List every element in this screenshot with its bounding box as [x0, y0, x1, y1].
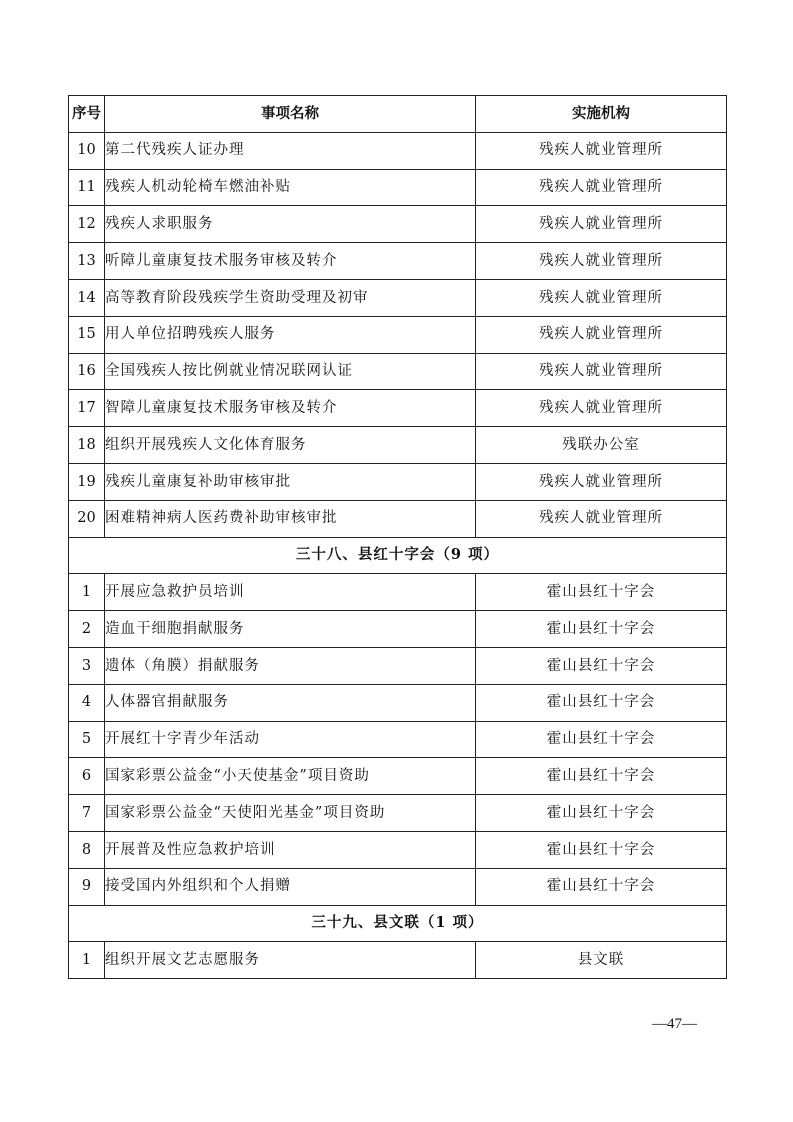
row-name: 智障儿童康复技术服务审核及转介: [105, 390, 476, 427]
row-name: 遗体（角膜）捐献服务: [105, 647, 476, 684]
table-row: [69, 132, 727, 169]
section-header-row: [69, 537, 727, 574]
row-org: 残疾人就业管理所: [476, 169, 727, 206]
row-name: 开展普及性应急救护培训: [105, 831, 476, 868]
row-name: 全国残疾人按比例就业情况联网认证: [105, 353, 476, 390]
row-name: 残疾人机动轮椅车燃油补贴: [105, 169, 476, 206]
table-row: [69, 390, 727, 427]
row-no: 15: [69, 316, 105, 353]
row-no: 1: [69, 942, 105, 979]
row-no: 11: [69, 169, 105, 206]
row-name: 国家彩票公益金“小天使基金”项目资助: [105, 758, 476, 795]
table-row: [69, 647, 727, 684]
row-org: 霍山县红十字会: [476, 611, 727, 648]
row-name: 第二代残疾人证办理: [105, 132, 476, 169]
table-row: [69, 611, 727, 648]
row-no: 3: [69, 647, 105, 684]
table-row: [69, 500, 727, 537]
row-no: 16: [69, 353, 105, 390]
row-name: 开展红十字青少年活动: [105, 721, 476, 758]
table-row: [69, 243, 727, 280]
table-row: [69, 463, 727, 500]
row-no: 18: [69, 427, 105, 464]
row-no: 20: [69, 500, 105, 537]
row-org: 霍山县红十字会: [476, 831, 727, 868]
row-org: 霍山县红十字会: [476, 758, 727, 795]
row-no: 2: [69, 611, 105, 648]
row-no: 17: [69, 390, 105, 427]
row-no: 14: [69, 279, 105, 316]
row-no: 5: [69, 721, 105, 758]
row-no: 12: [69, 206, 105, 243]
table-row: [69, 942, 727, 979]
header-name: 事项名称: [105, 96, 476, 133]
row-no: 4: [69, 684, 105, 721]
row-name: 人体器官捐献服务: [105, 684, 476, 721]
row-org: 霍山县红十字会: [476, 647, 727, 684]
table-row: [69, 684, 727, 721]
table-row: [69, 574, 727, 611]
section-title-literature-federation: 三十九、县文联（1 项）: [69, 905, 727, 942]
row-no: 7: [69, 795, 105, 832]
row-name: 接受国内外组织和个人捐赠: [105, 868, 476, 905]
row-no: 9: [69, 868, 105, 905]
row-org: 残疾人就业管理所: [476, 316, 727, 353]
table-header-row: [69, 96, 727, 133]
row-org: 残联办公室: [476, 427, 727, 464]
row-name: 残疾儿童康复补助审核审批: [105, 463, 476, 500]
table-row: [69, 721, 727, 758]
row-org: 残疾人就业管理所: [476, 132, 727, 169]
section-header-row: [69, 905, 727, 942]
row-org: 霍山县红十字会: [476, 684, 727, 721]
row-name: 开展应急救护员培训: [105, 574, 476, 611]
table-row: [69, 795, 727, 832]
row-no: 1: [69, 574, 105, 611]
row-org: 残疾人就业管理所: [476, 390, 727, 427]
row-name: 国家彩票公益金“天使阳光基金”项目资助: [105, 795, 476, 832]
services-table: [68, 95, 727, 979]
row-name: 听障儿童康复技术服务审核及转介: [105, 243, 476, 280]
row-no: 8: [69, 831, 105, 868]
page-number: —47—: [652, 1016, 697, 1032]
table-row: [69, 169, 727, 206]
row-no: 10: [69, 132, 105, 169]
table-row: [69, 316, 727, 353]
table-row: [69, 868, 727, 905]
row-name: 高等教育阶段残疾学生资助受理及初审: [105, 279, 476, 316]
row-org: 残疾人就业管理所: [476, 500, 727, 537]
row-org: 残疾人就业管理所: [476, 206, 727, 243]
row-name: 组织开展残疾人文化体育服务: [105, 427, 476, 464]
row-org: 残疾人就业管理所: [476, 353, 727, 390]
row-no: 13: [69, 243, 105, 280]
row-no: 6: [69, 758, 105, 795]
row-org: 霍山县红十字会: [476, 721, 727, 758]
row-org: 县文联: [476, 942, 727, 979]
row-no: 19: [69, 463, 105, 500]
table-row: [69, 353, 727, 390]
row-name: 困难精神病人医药费补助审核审批: [105, 500, 476, 537]
row-name: 残疾人求职服务: [105, 206, 476, 243]
row-org: 霍山县红十字会: [476, 574, 727, 611]
table-row: [69, 206, 727, 243]
row-name: 用人单位招聘残疾人服务: [105, 316, 476, 353]
table-row: [69, 831, 727, 868]
row-name: 组织开展文艺志愿服务: [105, 942, 476, 979]
table-row: [69, 279, 727, 316]
row-org: 霍山县红十字会: [476, 795, 727, 832]
row-name: 造血干细胞捐献服务: [105, 611, 476, 648]
table-row: [69, 427, 727, 464]
header-org: 实施机构: [476, 96, 727, 133]
row-org: 残疾人就业管理所: [476, 463, 727, 500]
table-row: [69, 758, 727, 795]
row-org: 霍山县红十字会: [476, 868, 727, 905]
header-seq: 序号: [69, 96, 105, 133]
section-title-red-cross: 三十八、县红十字会（9 项）: [69, 537, 727, 574]
row-org: 残疾人就业管理所: [476, 279, 727, 316]
row-org: 残疾人就业管理所: [476, 243, 727, 280]
